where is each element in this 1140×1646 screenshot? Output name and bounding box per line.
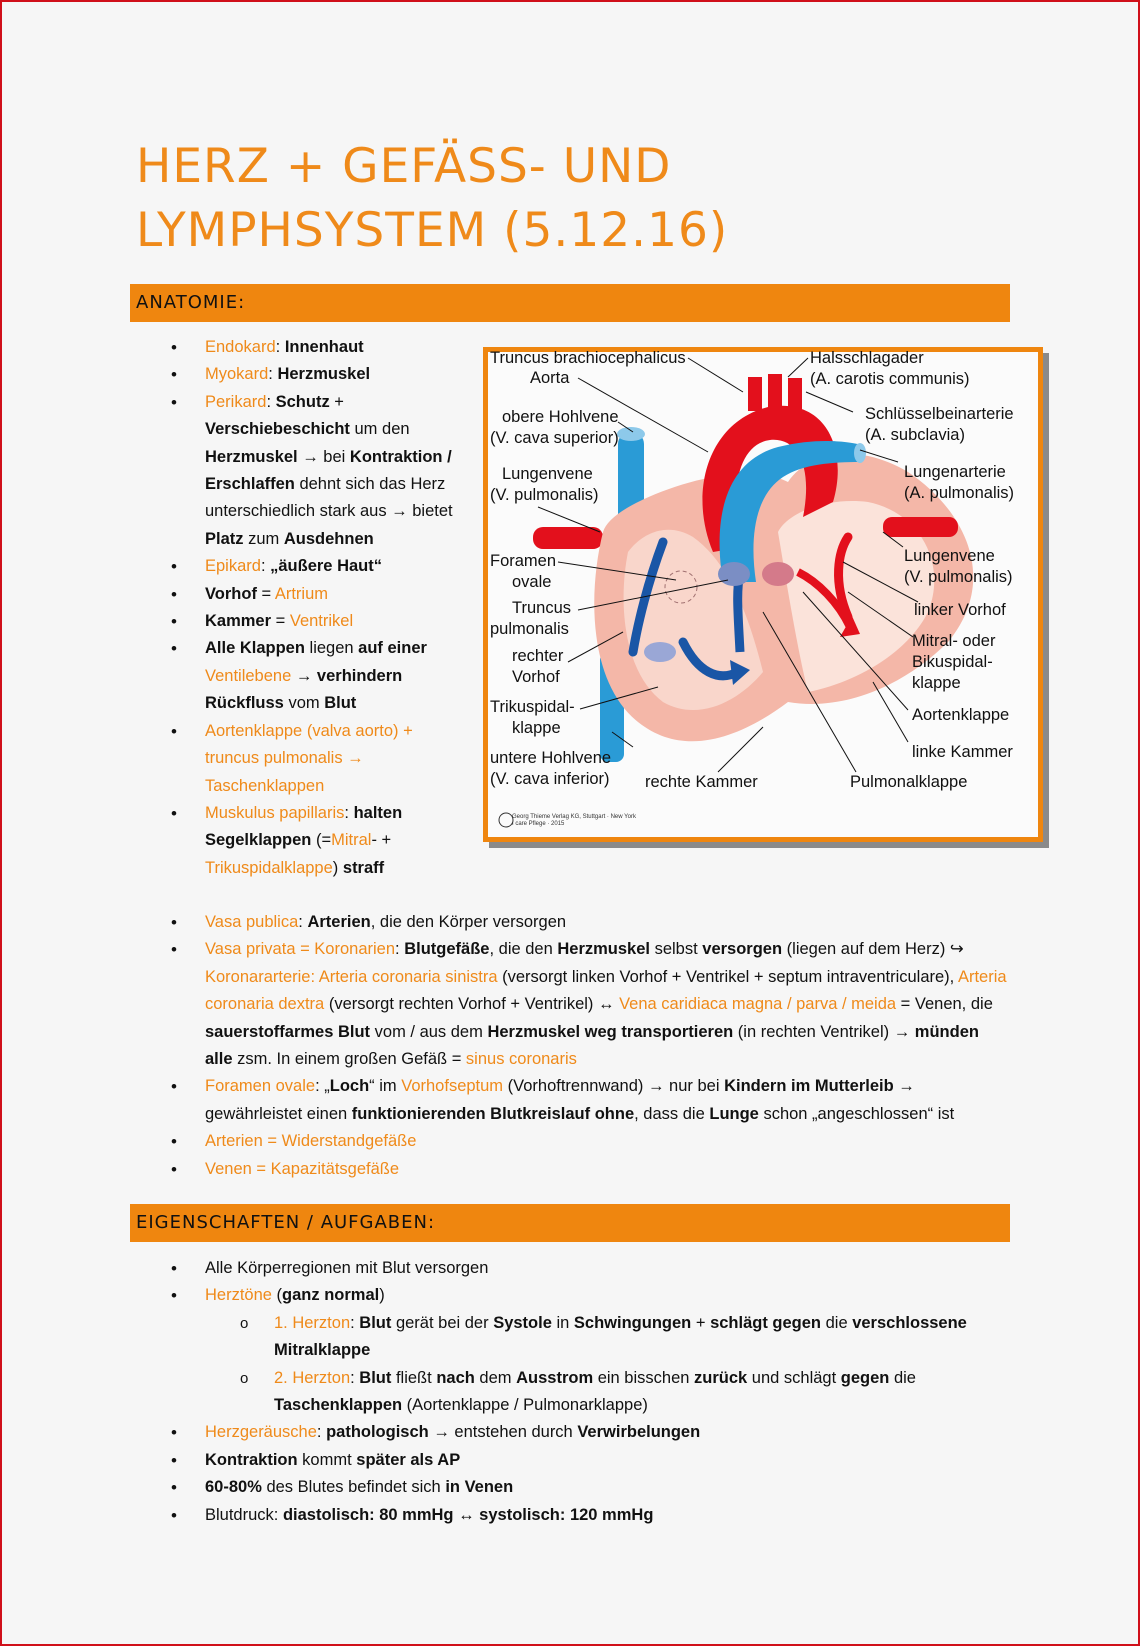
bold-text: auf einer [358,639,427,658]
list-item [205,718,470,800]
term-highlight: Muskulus papillaris [205,803,345,822]
bold-text: Herzmuskel [205,447,298,466]
bold-text: Kindern im Mutterleib [724,1077,894,1096]
bold-text: nach [436,1368,475,1387]
label-linke-kammer: linke Kammer [912,743,1013,761]
text-run: ein bisschen [593,1368,695,1387]
text-run: : [316,1423,327,1442]
term-highlight: 1. Herzton [274,1313,351,1332]
text-run: → entstehen durch [428,1423,578,1442]
label-trikuspidal-klappe: klappe [512,719,561,737]
section-header-eigenschaften: EIGENSCHAFTEN / AUFGABEN: [130,1204,1010,1242]
term-highlight: 2. Herzton [274,1368,351,1387]
text-run: (versorgt linken Vorhof + Ventrikel + septum intraventriculare), [497,967,958,986]
term-highlight: Vasa publica [205,913,299,931]
bold-text: Vorhof [205,584,257,603]
page-title: HERZ + GEFÄSS- UND LYMPHSYSTEM (5.12.16) [136,139,729,258]
term-highlight: Perikard [205,392,267,411]
text-run: schon „angeschlossen“ ist [758,1104,955,1123]
bold-text: später als AP [356,1450,461,1469]
term-highlight: Ventrikel [289,612,354,631]
label-linker-vorhof: linker Vorhof [914,601,1006,619]
label-vorhof-right: Vorhof [512,668,560,686]
text-run: fließt [391,1368,437,1387]
bold-text: versorgen [702,940,783,959]
bold-text: Schutz [275,392,330,411]
text-run: → bei [297,447,350,466]
text-run: gerät bei der [391,1313,494,1332]
text-run: (Aortenklappe / Pulmonarklappe) [402,1396,648,1415]
sub-list-item [205,1365,1010,1420]
bold-text: Kontraktion [205,1450,298,1469]
text-run: : [266,392,276,411]
label-aortenklappe: Aortenklappe [912,706,1010,724]
bold-text: Alle Klappen [205,639,305,658]
bold-text: verhindern Rückfluss [205,666,403,713]
bold-text: diastolisch: 80 mmHg ↔ systolisch: 120 mmHg [282,1505,654,1524]
anatomie-list-full [205,909,1010,1183]
term-highlight: Myokard [205,365,269,384]
list-item [205,635,470,717]
label-lungenvene-right: Lungenvene [904,547,995,565]
text-run: : [268,365,278,384]
label-a-carotis: (A. carotis communis) [810,370,970,388]
bold-text: Herzmuskel weg transportieren [487,1022,734,1041]
bold-text: Kammer [205,612,272,631]
list-item [205,1502,1010,1529]
list-item [205,1128,1010,1155]
text-run: die [889,1368,916,1387]
list-item [205,334,470,361]
list-item [205,800,470,882]
text-run: , die den [489,940,558,959]
bold-text: Lunge [709,1104,759,1123]
bold-text: Taschenklappen [274,1396,403,1415]
bold-text: Herzmuskel [557,940,650,959]
list-item [205,553,470,580]
list-item [205,581,470,608]
bold-text: Loch [329,1077,370,1096]
bold-text: zurück [694,1368,748,1387]
text-run: liegen [304,639,359,658]
bold-text: Verwirbelungen [577,1423,701,1442]
bold-text: schlägt gegen [710,1313,822,1332]
bold-text: Ausdehnen [283,529,374,548]
term-highlight: Arteria coronaria dextra [205,967,1007,1014]
bold-text: Systole [493,1313,552,1332]
text-run: : [350,1368,360,1387]
label-truncus: Truncus [512,599,571,617]
label-pulmonalis: pulmonalis [490,620,569,638]
bold-text: pathologisch [326,1423,429,1442]
text-run: ) [332,858,343,877]
term-highlight: Venen = Kapazitätsgefäße [205,1159,400,1178]
bold-text: Blut [359,1368,392,1387]
term-highlight: Herzgeräusche [205,1423,317,1442]
term-highlight: Mitral [331,831,372,850]
bold-text: Blut [359,1313,392,1332]
text-run: (Vorhoftrennwand) → nur bei [503,1077,725,1096]
bold-text: in Venen [445,1478,514,1497]
bold-text: Kontraktion / Erschlaffen [205,447,452,494]
text-run: vom [283,694,325,713]
label-rechte-kammer: rechte Kammer [645,773,758,791]
term-highlight: Trikuspidalklappe [205,858,333,877]
term-highlight: Vasa privata = Koronarien [205,940,396,959]
pulmonary-vein-left [533,527,603,549]
text-run: : [344,803,354,822]
term-highlight: Foramen ovale [205,1077,316,1096]
list-item [205,1447,1010,1474]
text-run: , die den Körper versorgen [370,913,567,931]
bold-text: gegen [840,1368,890,1387]
sub-list-item [205,1310,1010,1365]
bold-text: straff [342,858,385,877]
label-ovale: ovale [512,573,552,591]
label-rechter: rechter [512,647,564,665]
text-run: vom / aus dem [370,1022,488,1041]
text-run: : [350,1313,360,1332]
text-run: (= [311,831,332,850]
list-item [205,1255,1010,1282]
bold-text: münden alle [205,1022,979,1069]
term-highlight: Koronararterie: Arteria coronaria sinistra [205,967,498,986]
text-run: dem [474,1368,517,1387]
label-trikuspidal: Trikuspidal- [490,698,575,716]
text-run: + [329,392,344,411]
text-run: = [256,584,275,603]
bold-text: Herzmuskel [277,365,371,384]
label-lungenvene-left: Lungenvene [502,465,593,483]
label-aorta: Aorta [530,369,570,387]
text-run: - + [371,831,392,850]
term-highlight: Vorhofseptum [401,1077,504,1096]
bold-text: Platz [205,529,244,548]
label-pulmonalklappe: Pulmonalklappe [850,773,968,791]
term-highlight: Aortenklappe (valva aorto) + truncus pulmonalis → Taschenklappen [205,721,413,795]
term-highlight: Ventilebene [205,666,292,685]
label-mitral: Mitral- oder [912,632,996,650]
bold-text: „äußere Haut“ [270,557,382,576]
text-run: = [271,612,290,631]
label-halsschlagader: Halsschlagader [810,349,924,367]
list-item [205,1156,1010,1183]
label-v-cava-inferior: (V. cava inferior) [490,770,610,788]
text-run: : [395,940,405,959]
list-item [205,361,470,388]
heart-diagram [483,347,1043,842]
text-run: zum [243,529,284,548]
text-run: Alle Körperregionen mit Blut versorgen [205,1259,489,1277]
figure-credit [512,814,636,828]
bold-text: ganz normal [282,1286,380,1305]
term-highlight: sinus coronaris [465,1050,577,1069]
eigenschaften-list [205,1255,1010,1529]
term-highlight: Endokard [205,338,276,356]
list-item [205,1474,1010,1501]
label-truncus-brachiocephalicus: Truncus brachiocephalicus [490,349,686,367]
credit-line-2: I care Pflege · 2015 [512,821,565,827]
bold-text: Arterien [307,913,371,931]
text-run: + [691,1313,711,1332]
text-run: , dass die [634,1104,710,1123]
bold-text: sauerstoffarmes Blut [205,1022,371,1041]
bold-text: verschlossene Mitralklappe [274,1313,967,1360]
text-run: : [260,557,271,576]
bold-text: 60-80% [205,1478,262,1497]
label-schluesselbeinarterie: Schlüsselbeinarterie [865,405,1014,423]
text-run: : „ [315,1077,330,1096]
text-run: und schlägt [747,1368,841,1387]
text-run: ( [271,1286,283,1305]
text-run: : [275,338,285,356]
bold-text: Blutgefäße [404,940,490,959]
bold-text: Ausstrom [516,1368,594,1387]
text-run: (liegen auf dem Herz) ↪ [782,940,964,959]
anatomie-list-left [205,334,470,882]
text-run: die [821,1313,853,1332]
section-header-anatomie: ANATOMIE: [130,284,1010,322]
list-item [205,909,1010,936]
label-v-pulmonalis-right: (V. pulmonalis) [904,568,1013,586]
list-item [205,1282,1010,1309]
text-run: → gewährleistet einen [205,1077,915,1123]
text-run: → [291,666,317,685]
term-highlight: Herztöne [205,1286,272,1305]
term-highlight: Arterien = Widerstandgefäße [205,1132,417,1151]
label-v-pulmonalis-left: (V. pulmonalis) [490,486,599,504]
list-item [205,936,1010,1073]
term-highlight: Vena caridiaca magna / parva / meida [619,995,897,1014]
label-obere-hohlvene: obere Hohlvene [502,408,619,426]
list-item [205,1073,1010,1128]
label-foramen: Foramen [490,552,557,570]
text-run: selbst [650,940,703,959]
text-run: dehnt sich das Herz unterschiedlich stark aus → bietet [205,475,453,521]
bold-text: funktionierenden Blutkreislauf ohne [351,1104,635,1123]
text-run: (versorgt rechten Vorhof + Ventrikel) ↔ [324,995,620,1014]
label-v-cava-superior: (V. cava superior) [490,429,619,447]
bold-text: Verschiebeschicht [205,420,350,439]
label-untere-hohlvene: untere Hohlvene [490,749,612,767]
list-item [205,608,470,635]
pulmonary-vein-right [883,517,958,537]
bold-text: Schwingungen [573,1313,692,1332]
text-run: kommt [297,1450,357,1469]
list-item [205,389,470,553]
label-a-pulmonalis: (A. pulmonalis) [904,484,1015,502]
text-run: Blutdruck: [205,1505,283,1524]
text-run: in [551,1313,574,1332]
credit-line-1: Georg Thieme Verlag KG, Stuttgart · New York [512,814,636,820]
label-lungenarterie: Lungenarterie [904,463,1006,481]
text-run: = Venen, die [896,995,993,1014]
text-run: (in rechten Ventrikel) → [733,1022,915,1041]
bold-text: halten Segelklappen [205,803,403,850]
term-highlight: Artrium [274,584,329,603]
text-run: um den [349,420,410,439]
bold-text: Innenhaut [284,338,364,356]
text-run: ) [379,1286,385,1305]
label-mitral-klappe: klappe [912,674,961,692]
text-run: : [298,913,308,931]
term-highlight: Epikard [205,557,261,576]
text-run: des Blutes befindet sich [261,1478,446,1497]
label-bikuspidal: Bikuspidal- [912,653,993,671]
text-run: “ im [369,1077,402,1096]
label-a-subclavia: (A. subclavia) [865,426,965,444]
text-run: zsm. In einem großen Gefäß = [232,1050,466,1069]
bold-text: Blut [324,694,357,713]
list-item [205,1419,1010,1446]
